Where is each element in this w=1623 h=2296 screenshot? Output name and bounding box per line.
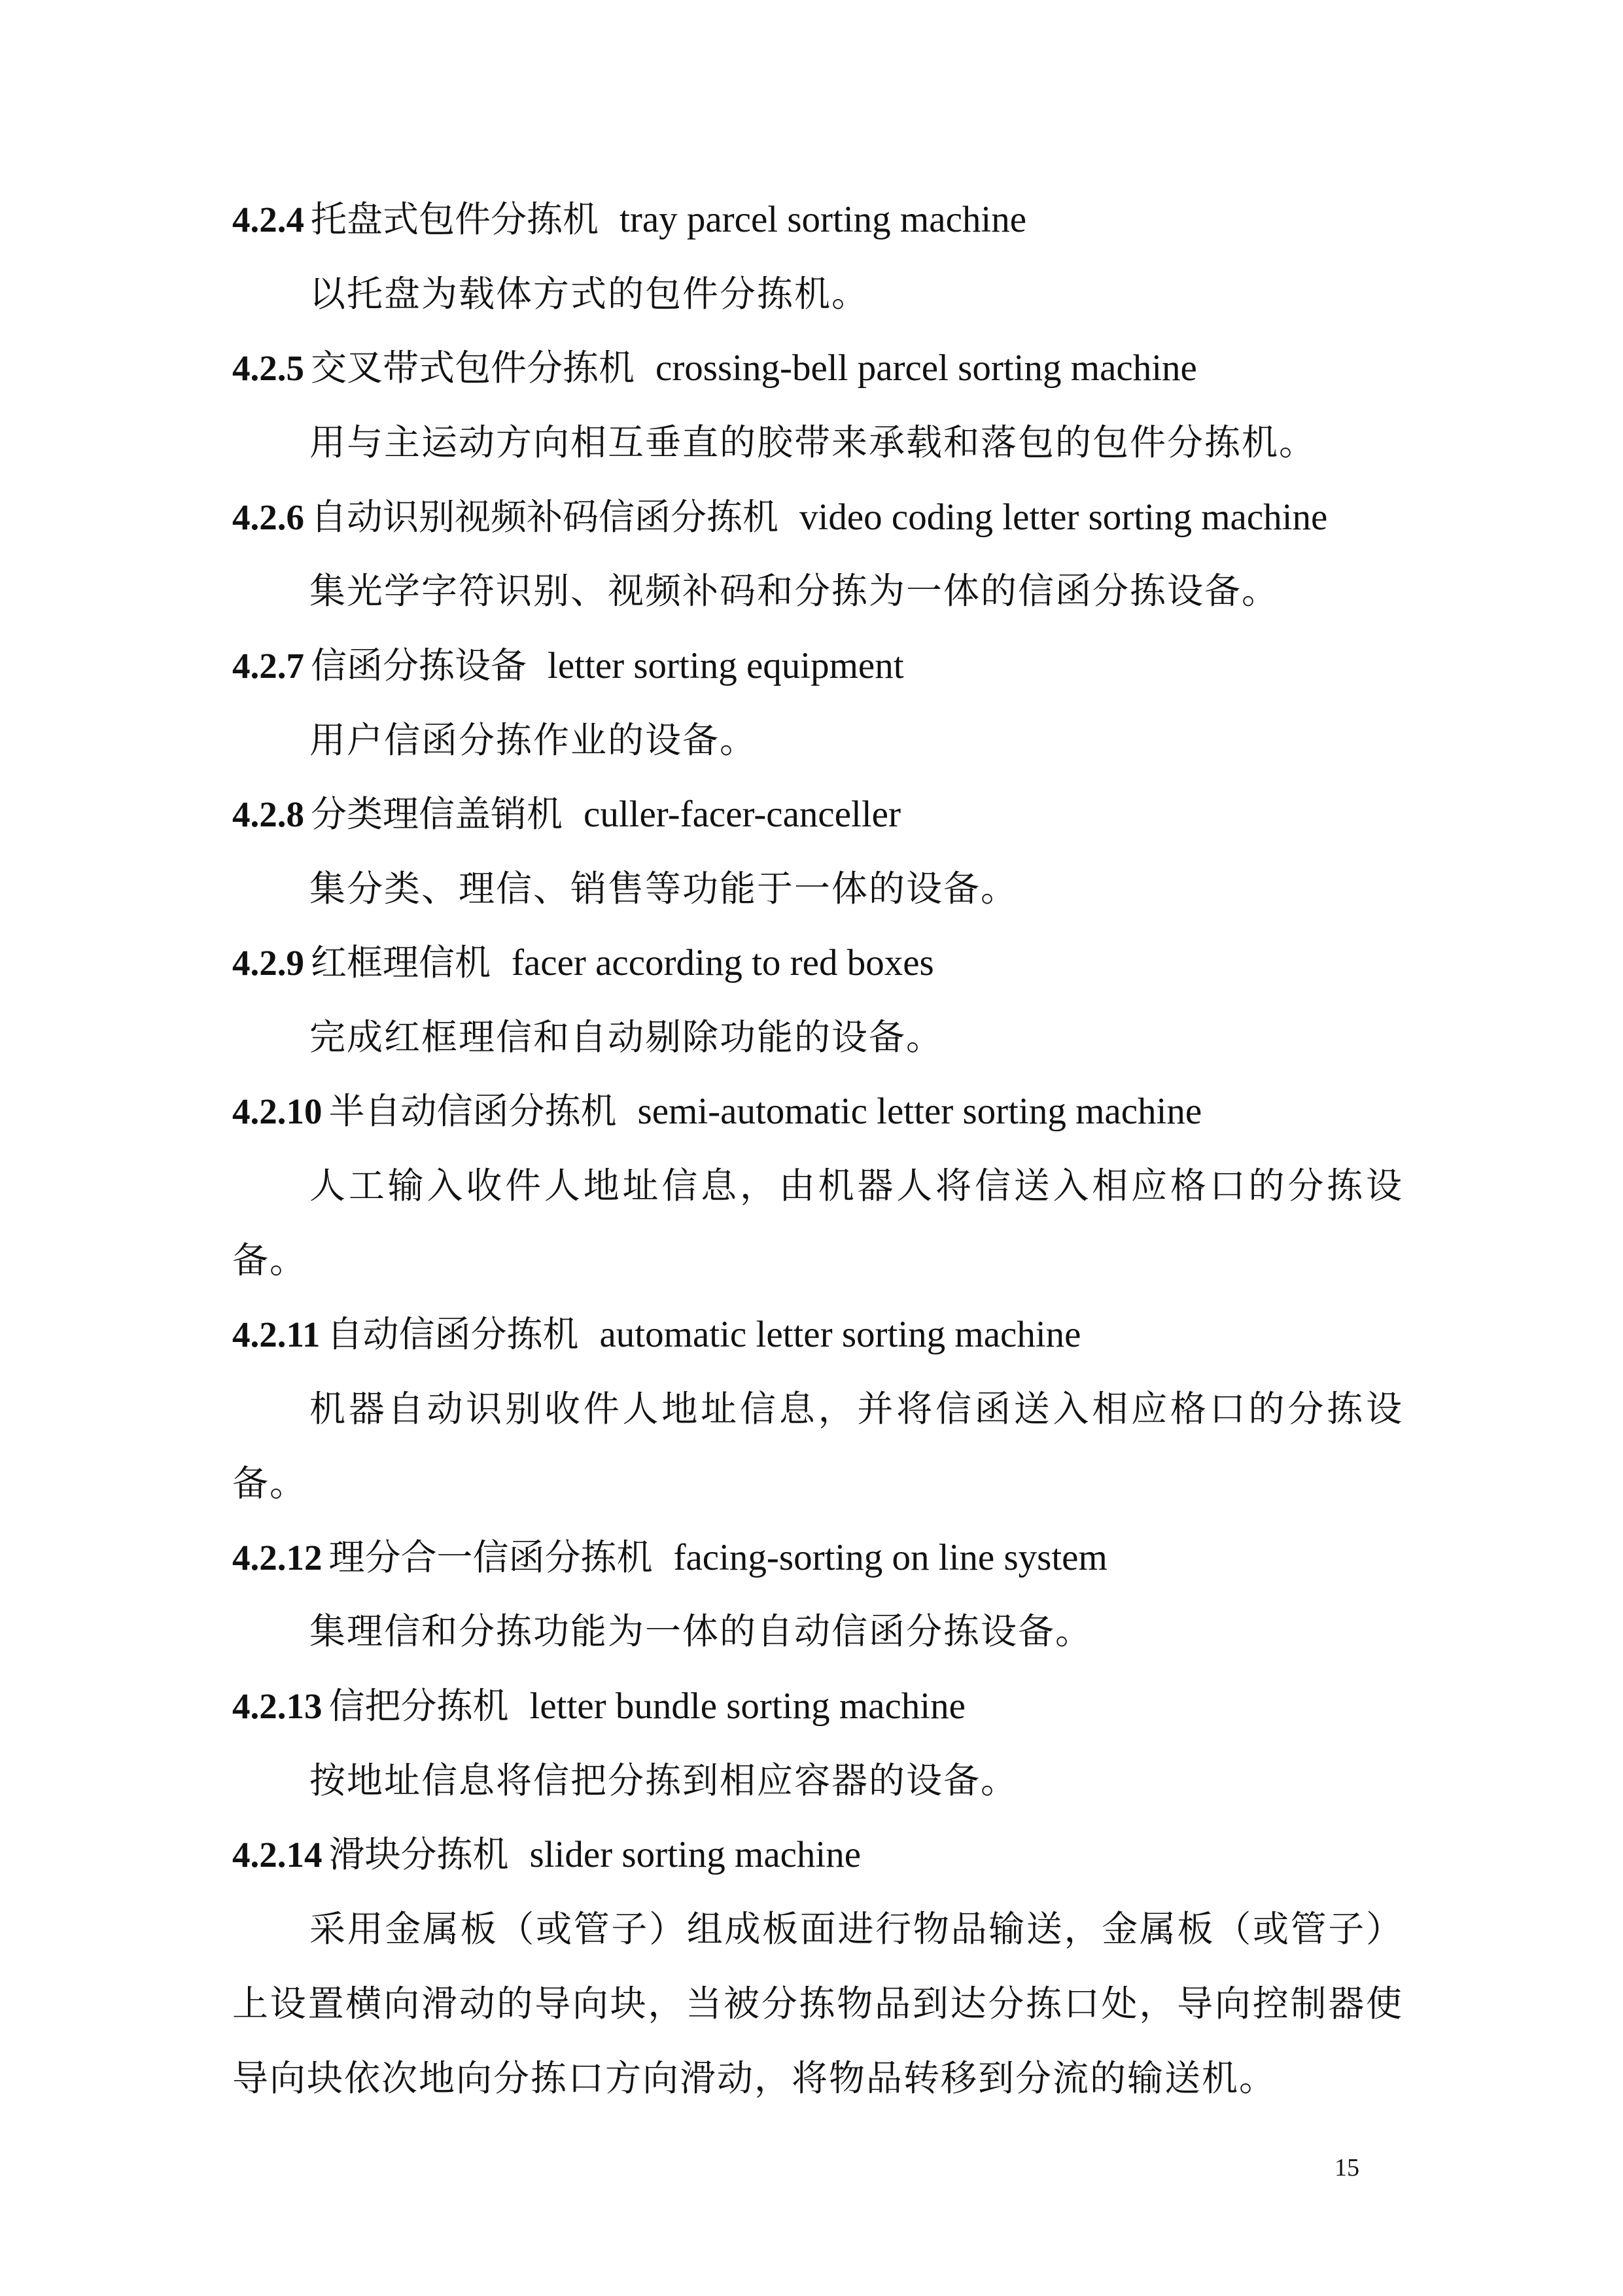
term-chinese: 理分合一信函分拣机 (328, 1536, 653, 1578)
term-chinese: 半自动信函分拣机 (328, 1090, 617, 1132)
term-english: facing-sorting on line system (673, 1537, 1108, 1578)
term-heading (232, 491, 1327, 543)
term-heading (232, 1531, 1108, 1583)
term-number: 4.2.9 (232, 943, 304, 983)
term-heading (232, 788, 901, 840)
term-definition: 用与主运动方向相互垂直的胶带来承载和落包的包件分拣机。 (309, 421, 1317, 463)
term-definition: 完成红框理信和自动剔除功能的设备。 (309, 1016, 944, 1058)
term-number: 4.2.11 (232, 1315, 321, 1354)
term-english: letter sorting equipment (548, 645, 904, 686)
term-chinese: 自动信函分拣机 (326, 1313, 579, 1355)
term-english: culler-facer-canceller (584, 794, 901, 835)
term-number: 4.2.5 (232, 348, 304, 388)
term-number: 4.2.10 (232, 1091, 323, 1131)
term-number: 4.2.8 (232, 794, 304, 834)
term-chinese: 红框理信机 (311, 942, 491, 983)
term-chinese: 交叉带式包件分拣机 (311, 347, 635, 389)
term-number: 4.2.14 (232, 1835, 323, 1875)
term-heading (232, 1828, 861, 1881)
term-heading (232, 1085, 1202, 1137)
term-chinese: 托盘式包件分拣机 (311, 198, 599, 240)
term-definition: 以托盘为载体方式的包件分拣机。 (309, 273, 869, 315)
term-number: 4.2.7 (232, 646, 304, 686)
term-english: slider sorting machine (529, 1834, 862, 1875)
term-english: automatic letter sorting machine (599, 1314, 1081, 1355)
term-english: letter bundle sorting machine (529, 1686, 966, 1727)
term-definition: 用户信函分拣作业的设备。 (309, 719, 758, 761)
term-heading (232, 342, 1197, 394)
term-heading (232, 1680, 966, 1732)
term-english: semi-automatic letter sorting machine (637, 1091, 1202, 1132)
term-definition: 按地址信息将信把分拣到相应容器的设备。 (309, 1759, 1019, 1801)
term-number: 4.2.4 (232, 200, 304, 239)
page-number: 15 (1335, 2154, 1359, 2181)
term-chinese: 信把分拣机 (328, 1685, 509, 1727)
term-definition: 采用金属板（或管子）组成板面进行物品输送，金属板（或管子）上设置横向滑动的导向块，当被分拣物品到达分拣口处，导向控制器使导向块依次地向分拣口方向滑动，将物品转移到分流的输送机。 (232, 1908, 1403, 2099)
term-english: video coding letter sorting machine (799, 497, 1328, 538)
term-number: 4.2.13 (232, 1686, 323, 1726)
term-chinese: 滑块分拣机 (328, 1833, 509, 1875)
term-number: 4.2.6 (232, 497, 304, 537)
term-definition: 集分类、理信、销售等功能于一体的设备。 (309, 868, 1019, 910)
term-heading (232, 936, 934, 989)
term-chinese: 信函分拣设备 (311, 645, 527, 686)
term-number: 4.2.12 (232, 1538, 323, 1578)
term-heading (232, 193, 1026, 245)
term-definition: 集理信和分拣功能为一体的自动信函分拣设备。 (309, 1610, 1093, 1652)
term-english: tray parcel sorting machine (620, 199, 1027, 240)
term-definition: 集光学字符识别、视频补码和分拣为一体的信函分拣设备。 (309, 570, 1280, 612)
term-definition: 机器自动识别收件人地址信息，并将信函送入相应格口的分拣设备。 (232, 1388, 1403, 1504)
term-chinese: 自动识别视频补码信函分拣机 (311, 496, 779, 538)
term-chinese: 分类理信盖销机 (311, 793, 563, 835)
term-english: facer according to red boxes (512, 942, 934, 983)
term-english: crossing-bell parcel sorting machine (655, 347, 1197, 389)
term-heading (232, 1308, 1081, 1360)
term-heading (232, 639, 904, 692)
term-definition: 人工输入收件人地址信息，由机器人将信送入相应格口的分拣设备。 (232, 1165, 1403, 1281)
